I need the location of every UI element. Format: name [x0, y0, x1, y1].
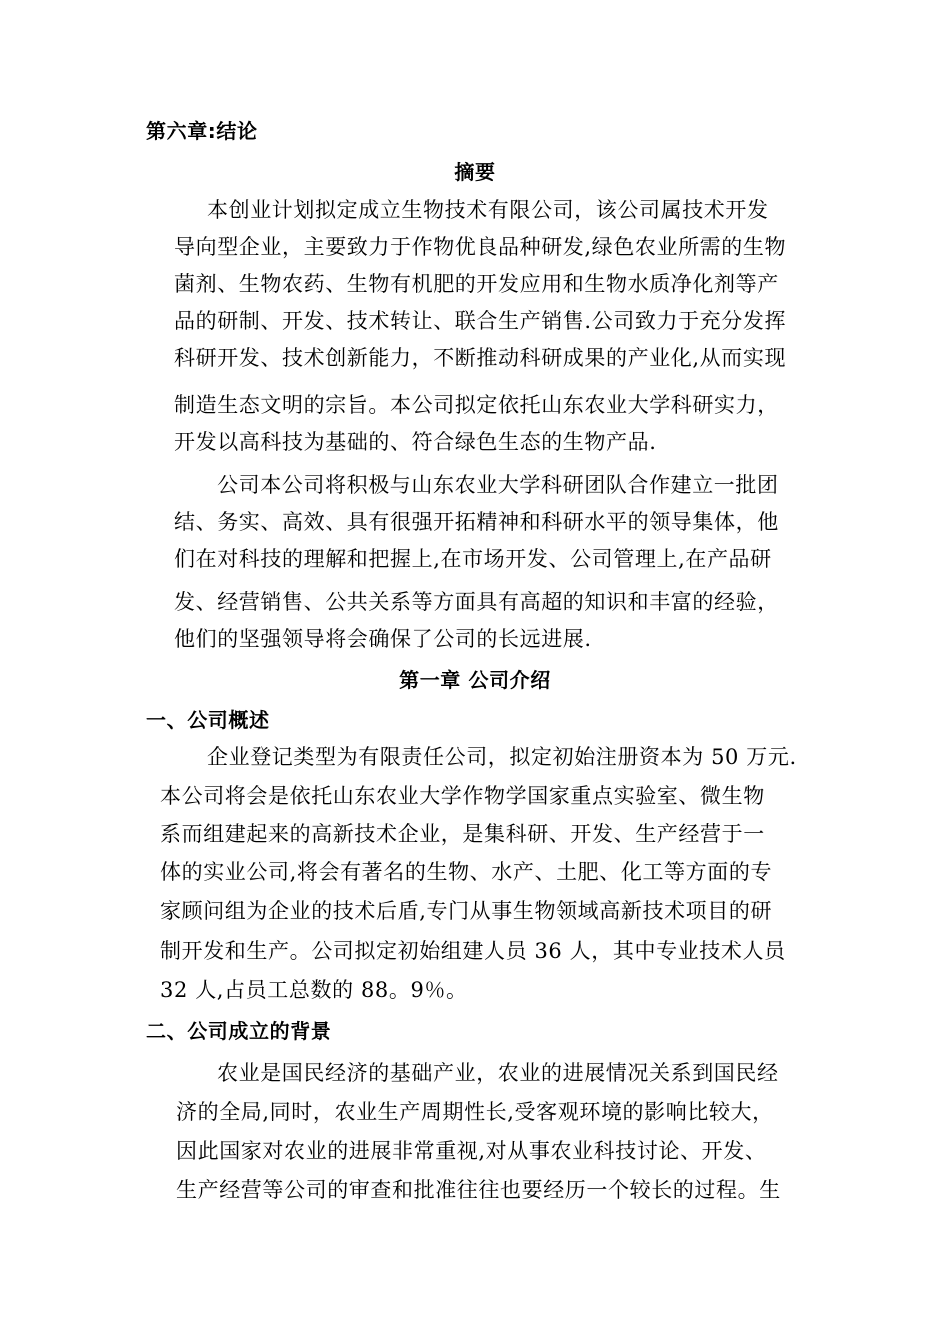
text-line: 本公司将会是依托山东农业大学作物学国家重点实验室、微生物 — [160, 784, 765, 808]
abstract-title: 摘要 — [454, 160, 496, 184]
text-line: 结、务实、高效、具有很强开拓精神和科研水平的领导集体，他 — [174, 510, 779, 534]
text-line: 导向型企业，主要致力于作物优良品种研发,绿色农业所需的生物 — [174, 235, 787, 259]
text-line: 因此国家对农业的进展非常重视,对从事农业科技讨论、开发、 — [176, 1139, 767, 1163]
text-line: 系而组建起来的高新技术企业，是集科研、开发、生产经营于一 — [160, 822, 765, 846]
chapter-heading: 第六章:结论 — [146, 119, 258, 143]
text-line: 们在对科技的理解和把握上,在市场开发、公司管理上,在产品研 — [174, 547, 772, 571]
text-line: 农业是国民经济的基础产业，农业的进展情况关系到国民经 — [217, 1061, 779, 1085]
text-line: 品的研制、开发、技术转让、联合生产销售.公司致力于充分发挥 — [174, 309, 787, 333]
text-line: 科研开发、技术创新能力，不断推动科研成果的产业化,从而实现 — [174, 346, 787, 370]
text-line: 体的实业公司,将会有著名的生物、水产、土肥、化工等方面的专 — [160, 860, 773, 884]
text-line: 制造生态文明的宗旨。本公司拟定依托山东农业大学科研实力， — [174, 393, 779, 417]
chapter-title: 第一章 公司介绍 — [399, 668, 551, 692]
text-line: 开发以高科技为基础的、符合绿色生态的生物产品. — [174, 430, 657, 454]
text-line: 生产经营等公司的审查和批准往往也要经历一个较长的过程。生 — [176, 1178, 781, 1202]
text-line: 济的全局,同时，农业生产周期性长,受客观环境的影响比较大， — [176, 1100, 774, 1124]
text-line: 企业登记类型为有限责任公司，拟定初始注册资本为 50 万元. — [207, 745, 797, 769]
text-line: 32 人,占员工总数的 88。9％。 — [160, 978, 468, 1002]
text-line: 公司本公司将积极与山东农业大学科研团队合作建立一批团 — [217, 473, 779, 497]
text-line: 制开发和生产。公司拟定初始组建人员 36 人，其中专业技术人员 — [160, 939, 786, 963]
text-line: 发、经营销售、公共关系等方面具有高超的知识和丰富的经验， — [174, 590, 779, 614]
text-line: 他们的坚强领导将会确保了公司的长远进展. — [174, 627, 592, 651]
section-heading: 一、公司概述 — [146, 708, 270, 732]
text-line: 本创业计划拟定成立生物技术有限公司，该公司属技术开发 — [207, 198, 769, 222]
text-line: 家顾问组为企业的技术后盾,专门从事生物领域高新技术项目的研 — [160, 899, 773, 923]
text-line: 菌剂、生物农药、生物有机肥的开发应用和生物水质净化剂等产 — [174, 272, 779, 296]
section-heading: 二、公司成立的背景 — [146, 1019, 332, 1043]
